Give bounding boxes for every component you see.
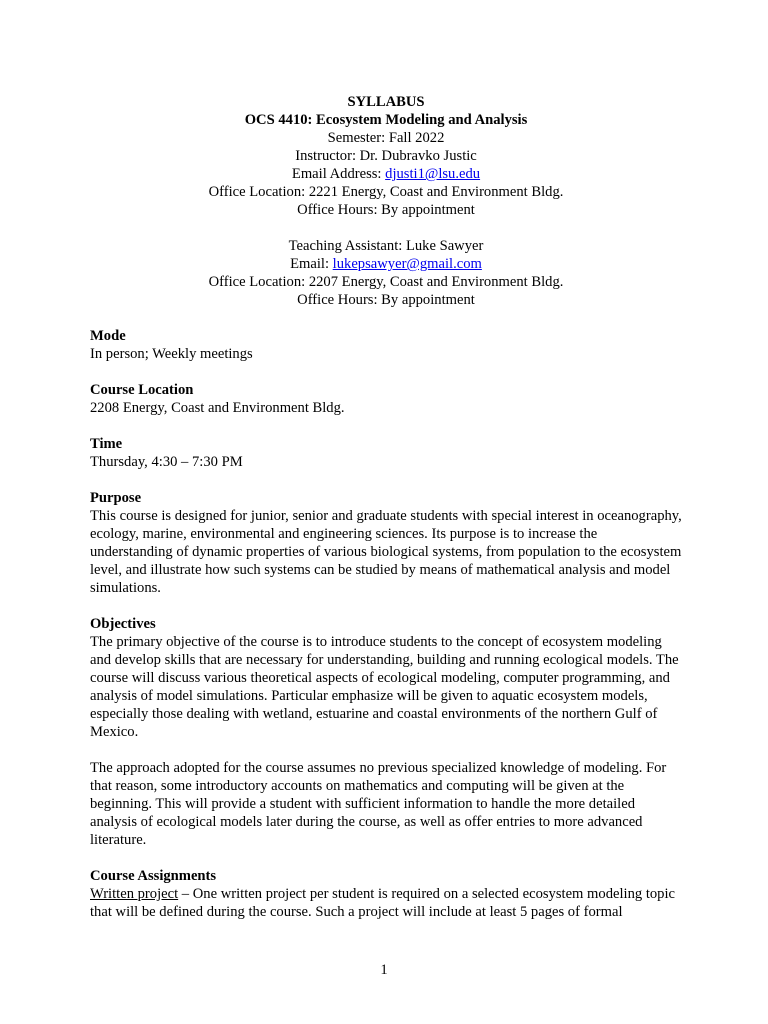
spacer [90,741,682,759]
ta-email-line [90,255,682,273]
instructor-office-location: Office Location: 2221 Energy, Coast and Environment Bldg. [208,184,564,200]
section-text: In person; Weekly meetings [90,346,253,362]
ta-office-location: Office Location: 2207 Energy, Coast and Environment Bldg. [208,274,564,290]
assignment-label: Written project [90,886,179,902]
teaching-assistant: Teaching Assistant: Luke Sawyer [288,238,484,254]
instructor-office-hours: Office Hours: By appointment [297,202,475,218]
spacer [90,597,682,615]
section-course-assignments [90,867,682,921]
instructor: Instructor: Dr. Dubravko Justic [295,148,477,164]
section-heading: Time [90,436,123,452]
semester: Semester: Fall 2022 [327,130,445,146]
section-text: Thursday, 4:30 – 7:30 PM [90,454,243,470]
ta-email-link[interactable]: lukepsawyer@gmail.com [332,256,482,272]
assignment-text: – One written project per student is required on a selected ecosystem modeling topic that will be defined during the course. Such a project will include at least 5 pages of formal [90,886,676,920]
spacer [90,417,682,435]
section-text: This course is designed for junior, senior and graduate students with special interest in oceanography, ecology, marine, environmental and engineering sciences. Its purpose is to increase the understanding of dynamic properties of various biological systems, from population to the ecosystem level, and illustrate how such systems can be studied by means of mathematical analysis and model simulations. [90,508,682,596]
section-purpose [90,489,682,597]
spacer [90,849,682,867]
section-heading: Course Location [90,382,194,398]
section-time [90,435,682,471]
syllabus-page [90,93,682,921]
instructor-email-line [90,165,682,183]
spacer [90,363,682,381]
section-heading: Course Assignments [90,868,217,884]
section-mode [90,327,682,363]
page-number: 1 [380,962,388,978]
section-course-location [90,381,682,417]
section-paragraph: The primary objective of the course is to introduce students to the concept of ecosystem modeling and develop skills that are necessary for understanding, building and running ecological models. The course will discuss various theoretical aspects of ecological modeling, computer programming, and analysis of model simulations. Particular emphasize will be given to aquatic ecosystem models, especially those dealing with wetland, estuarine and coastal environments of the northern Gulf of Mexico. [90,634,679,740]
section-heading: Purpose [90,490,142,506]
spacer [90,219,682,237]
section-text: 2208 Energy, Coast and Environment Bldg. [90,400,345,416]
section-heading: Mode [90,328,126,344]
course-title: OCS 4410: Ecosystem Modeling and Analysis [244,112,528,128]
spacer [90,309,682,327]
assignment-item [90,885,682,921]
section-heading: Objectives [90,616,156,632]
document-title: SYLLABUS [347,94,425,110]
section-paragraph: The approach adopted for the course assumes no previous specialized knowledge of modeling. For that reason, some introductory accounts on mathematics and computing will be given at the beginning. This will provide a student with sufficient information to handle the more detailed analysis of ecological models later during the course, as well as offer entries to more advanced literature. [90,760,667,848]
ta-office-hours: Office Hours: By appointment [297,292,475,308]
ta-email-label: Email: [290,256,333,272]
instructor-email-link[interactable]: djusti1@lsu.edu [385,166,481,182]
syllabus-header [90,93,682,309]
spacer [90,471,682,489]
section-objectives [90,615,682,849]
email-label: Email Address: [291,166,386,182]
